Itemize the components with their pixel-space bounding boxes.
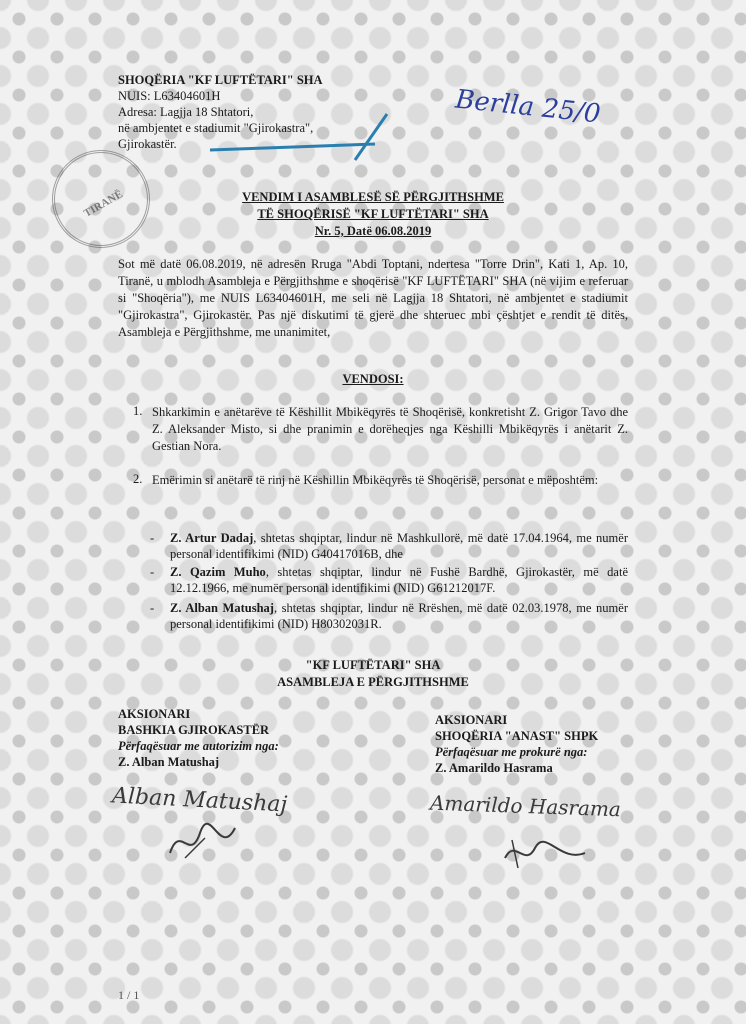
decision-item: Emërimin si anëtarë të rinj në Këshillin Mbikëqyrës të Shoqërisë, personat e mëposhtëm: [152, 473, 599, 487]
bullet-dash: - [150, 565, 155, 579]
left-handwritten-signature: Alban Matushaj [111, 783, 288, 818]
signer-role: AKSIONARI [118, 707, 191, 721]
appointee-details: , shtetas shqiptar, lindur në Mashkullorë, më datë 17.04.1964, me numër personal identifikimi (NID) G40417016B, dhe [170, 531, 628, 561]
bullet-dash: - [150, 531, 155, 545]
appointee-item [170, 564, 628, 596]
signer-entity: BASHKIA GJIROKASTËR [118, 723, 270, 737]
handwritten-note: Berlla 25/0 [453, 84, 602, 130]
appointee-item [170, 600, 628, 632]
company-city: Gjirokastër. [118, 137, 177, 151]
company-nuis: NUIS: L63404601H [118, 89, 221, 103]
signer-rep-label: Përfaqësuar me autorizim nga: [118, 739, 279, 753]
appointee-name: Z. Artur Dadaj [170, 531, 254, 545]
page-mark: 1 / 1 [118, 988, 140, 1002]
appointee-details: , shtetas shqiptar, lindur në Fushë Bardhë, Gjirokastër, më datë 12.12.1966, me numër personal identifikimi (NID) G61212017F. [170, 565, 628, 595]
stamp-text: TIRANË [81, 188, 125, 220]
right-handwritten-signature: Amarildo Hasrama [429, 790, 622, 822]
closing-company: "KF LUFTËTARI" SHA [305, 658, 441, 672]
right-signer-block [435, 712, 598, 776]
item-number: 1. [133, 404, 143, 418]
appointee-details: , shtetas shqiptar, lindur në Rrëshen, më datë 02.03.1978, me numër personal identifikimi (NID) H80302031R. [170, 601, 628, 631]
signer-rep-name: Z. Alban Matushaj [118, 755, 220, 769]
item-number: 2. [133, 472, 143, 486]
appointee-item [170, 530, 628, 562]
bullet-dash: - [150, 601, 155, 615]
vendosi-heading: VENDOSI: [342, 372, 404, 386]
signer-rep-name: Z. Amarildo Hasrama [435, 761, 553, 775]
decision-title-line1: VENDIM I ASAMBLESË SË PËRGJITHSHME [242, 190, 504, 204]
left-signer-block [118, 706, 279, 770]
company-address-line2: në ambjentet e stadiumit "Gjirokastra", [118, 121, 314, 135]
appointee-name: Z. Qazim Muho [170, 565, 266, 579]
blue-pen-stroke-icon [205, 108, 395, 168]
appointee-name: Z. Alban Matushaj [170, 601, 274, 615]
company-name: SHOQËRIA "KF LUFTËTARI" SHA [118, 73, 323, 87]
right-signature-scribble-icon [500, 828, 590, 878]
signer-rep-label: Përfaqësuar me prokurë nga: [435, 745, 588, 759]
signer-entity: SHOQËRIA "ANAST" SHPK [435, 729, 599, 743]
decision-item: Shkarkimin e anëtarëve të Këshillit Mbikëqyrës të Shoqërisë, konkretisht Z. Grigor Tavo dhe Z. Aleksander Misto, si dhe pranimin e dorëheqjes nga Këshilli Mbikëqyrës i anëtarit Z. Gestian Nora. [152, 405, 628, 453]
closing-assembly: ASAMBLEJA E PËRGJITHSHME [277, 675, 469, 689]
signer-role: AKSIONARI [435, 713, 508, 727]
left-signature-scribble-icon [165, 818, 245, 868]
decision-number-date: Nr. 5, Datë 06.08.2019 [314, 224, 432, 238]
company-address-line1: Adresa: Lagjja 18 Shtatori, [118, 105, 254, 119]
intro-paragraph: Sot më datë 06.08.2019, në adresën Rruga "Abdi Toptani, ndertesa "Torre Drin", Kati 1, Ap. 10, Tiranë, u mblodh Asambleja e Përgjithshme e shoqërisë "KF LUFTËTARI" SHA (në vijim e referuar si "Shoqëria"), me NUIS L63404601H, me seli në Lagjja 18 Shtatori, në ambjentet e stadiumit "Gjirokastra", Gjirokastër. Pas një diskutimi të gjerë dhe shteruес mbi çështjet e rendit të ditës, Asambleja e Përgjithshme, me unanimitet, [118, 257, 628, 339]
decision-title-line2: TË SHOQËRISË "KF LUFTËTARI" SHA [257, 207, 489, 221]
